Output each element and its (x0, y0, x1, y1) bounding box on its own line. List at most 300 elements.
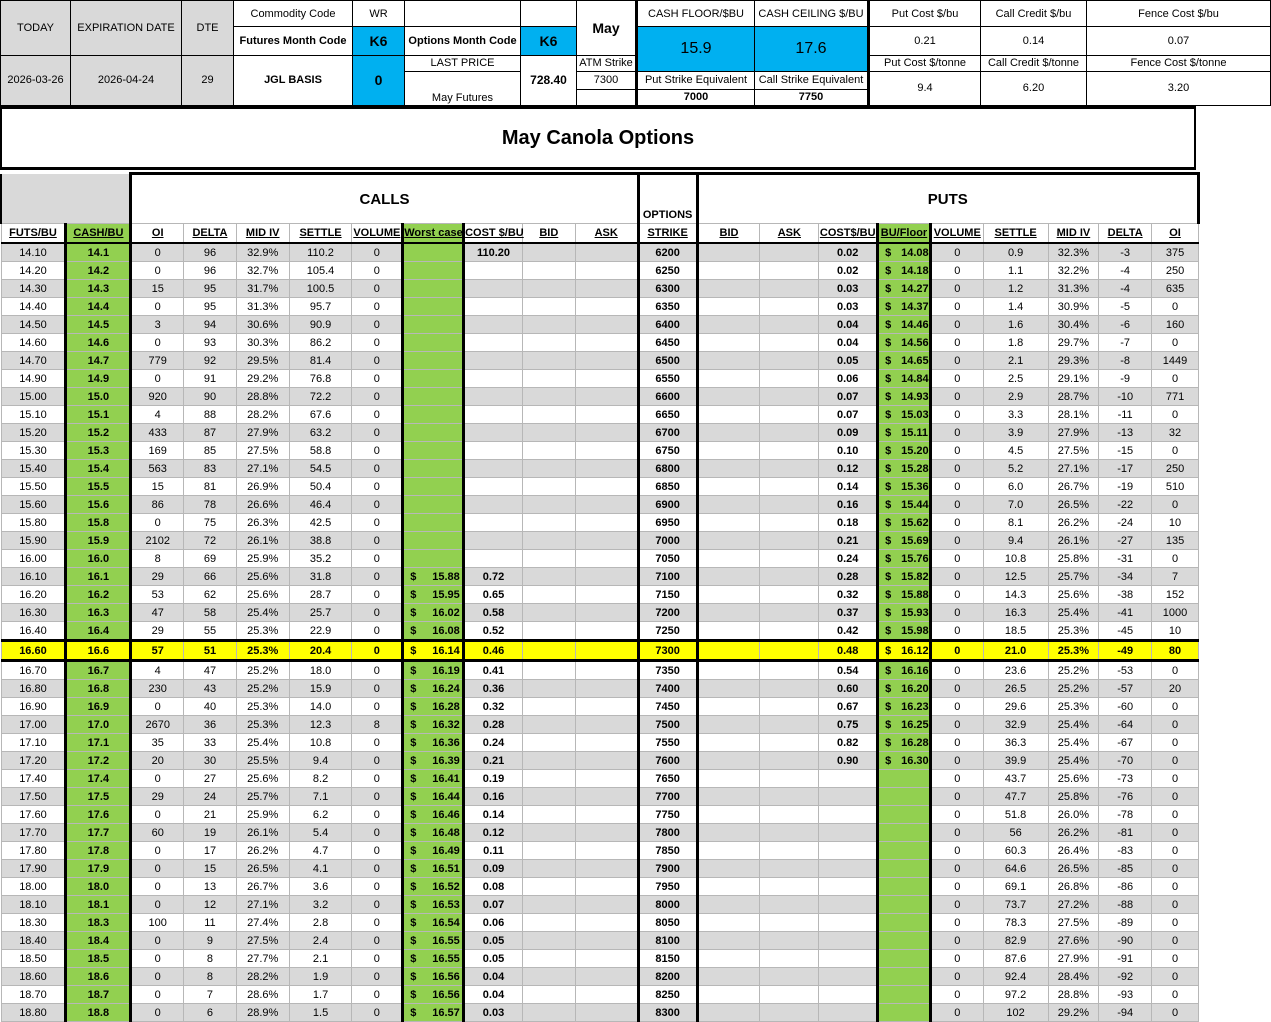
put-oi-cell[interactable]: 0 (1152, 860, 1199, 878)
call-mid-iv-cell[interactable]: 26.7% (236, 878, 289, 896)
cash-cell[interactable]: 14.1 (66, 243, 131, 262)
futs-cell[interactable]: 15.00 (1, 388, 66, 406)
strike-cell[interactable]: 7650 (638, 770, 697, 788)
call-oi-cell[interactable]: 4 (131, 406, 184, 424)
worst-case-cell[interactable] (403, 968, 464, 986)
put-oi-cell[interactable]: 250 (1152, 262, 1199, 280)
put-bid-cell[interactable] (697, 424, 760, 442)
bu-floor-cell[interactable] (878, 334, 931, 352)
call-oi-cell[interactable]: 0 (131, 770, 184, 788)
put-mid-iv-cell[interactable]: 28.8% (1048, 986, 1099, 1004)
call-mid-iv-cell[interactable]: 28.2% (236, 406, 289, 424)
put-cost-cell[interactable]: 0.07 (819, 388, 878, 406)
call-volume-cell[interactable]: 0 (352, 406, 403, 424)
col-put-mid-iv[interactable]: MID IV (1048, 224, 1099, 244)
call-settle-cell[interactable]: 22.9 (289, 622, 352, 641)
put-settle-cell[interactable]: 92.4 (983, 968, 1048, 986)
call-mid-iv-cell[interactable]: 27.7% (236, 950, 289, 968)
put-volume-cell[interactable]: 0 (930, 932, 983, 950)
call-delta-cell[interactable]: 91 (184, 370, 237, 388)
put-mid-iv-cell[interactable]: 26.8% (1048, 878, 1099, 896)
put-volume-cell[interactable]: 0 (930, 243, 983, 262)
col-call-cost[interactable]: COST $/BU (464, 224, 523, 244)
worst-case-cell[interactable] (403, 734, 464, 752)
put-oi-cell[interactable]: 0 (1152, 661, 1199, 680)
call-cost-cell[interactable]: 0.05 (464, 950, 523, 968)
put-delta-cell[interactable]: -13 (1099, 424, 1152, 442)
call-cost-cell[interactable] (464, 370, 523, 388)
futs-cell[interactable]: 16.20 (1, 586, 66, 604)
put-cost-cell[interactable] (819, 1004, 878, 1022)
futs-cell[interactable]: 18.80 (1, 1004, 66, 1022)
call-ask-cell[interactable] (575, 1004, 638, 1022)
put-oi-cell[interactable]: 0 (1152, 986, 1199, 1004)
call-bid-cell[interactable] (522, 586, 575, 604)
bu-floor-cell[interactable] (878, 788, 931, 806)
call-bid-cell[interactable] (522, 604, 575, 622)
call-cost-cell[interactable]: 0.36 (464, 680, 523, 698)
futs-cell[interactable]: 15.90 (1, 532, 66, 550)
call-volume-cell[interactable]: 0 (352, 878, 403, 896)
call-cost-cell[interactable]: 0.72 (464, 568, 523, 586)
worst-case-cell[interactable] (403, 842, 464, 860)
put-cost-cell[interactable]: 0.09 (819, 424, 878, 442)
put-ask-cell[interactable] (760, 568, 819, 586)
put-oi-cell[interactable]: 0 (1152, 950, 1199, 968)
call-settle-cell[interactable]: 18.0 (289, 661, 352, 680)
bu-floor-cell[interactable] (878, 370, 931, 388)
call-delta-cell[interactable]: 43 (184, 680, 237, 698)
call-ask-cell[interactable] (575, 716, 638, 734)
call-bid-cell[interactable] (522, 788, 575, 806)
put-ask-cell[interactable] (760, 352, 819, 370)
put-cost-cell[interactable]: 0.04 (819, 334, 878, 352)
put-mid-iv-cell[interactable]: 25.4% (1048, 734, 1099, 752)
call-settle-cell[interactable]: 14.0 (289, 698, 352, 716)
put-mid-iv-cell[interactable]: 26.7% (1048, 478, 1099, 496)
call-settle-cell[interactable]: 95.7 (289, 298, 352, 316)
call-mid-iv-cell[interactable]: 25.9% (236, 550, 289, 568)
call-delta-cell[interactable]: 51 (184, 641, 237, 661)
put-cost-cell[interactable] (819, 842, 878, 860)
call-bid-cell[interactable] (522, 388, 575, 406)
put-mid-iv-cell[interactable]: 25.4% (1048, 752, 1099, 770)
strike-cell[interactable]: 6200 (638, 243, 697, 262)
put-volume-cell[interactable]: 0 (930, 352, 983, 370)
put-bid-cell[interactable] (697, 842, 760, 860)
call-delta-cell[interactable]: 95 (184, 298, 237, 316)
call-cost-cell[interactable] (464, 388, 523, 406)
call-delta-cell[interactable]: 72 (184, 532, 237, 550)
bu-floor-cell[interactable] (878, 968, 931, 986)
futs-cell[interactable]: 16.90 (1, 698, 66, 716)
cash-cell[interactable]: 16.8 (66, 680, 131, 698)
strike-cell[interactable]: 8250 (638, 986, 697, 1004)
put-oi-cell[interactable]: 0 (1152, 550, 1199, 568)
call-oi-cell[interactable]: 35 (131, 734, 184, 752)
put-bid-cell[interactable] (697, 622, 760, 641)
put-ask-cell[interactable] (760, 370, 819, 388)
bu-floor-cell[interactable] (878, 986, 931, 1004)
strike-cell[interactable]: 7100 (638, 568, 697, 586)
futs-cell[interactable]: 14.20 (1, 262, 66, 280)
put-ask-cell[interactable] (760, 262, 819, 280)
call-oi-cell[interactable]: 53 (131, 586, 184, 604)
call-ask-cell[interactable] (575, 442, 638, 460)
call-delta-cell[interactable]: 30 (184, 752, 237, 770)
put-volume-cell[interactable]: 0 (930, 716, 983, 734)
put-mid-iv-cell[interactable]: 29.3% (1048, 352, 1099, 370)
call-volume-cell[interactable]: 0 (352, 334, 403, 352)
put-delta-cell[interactable]: -90 (1099, 932, 1152, 950)
call-mid-iv-cell[interactable]: 25.2% (236, 680, 289, 698)
call-volume-cell[interactable]: 0 (352, 460, 403, 478)
call-settle-cell[interactable]: 67.6 (289, 406, 352, 424)
put-bid-cell[interactable] (697, 788, 760, 806)
put-settle-cell[interactable]: 1.2 (983, 280, 1048, 298)
put-cost-cell[interactable]: 0.21 (819, 532, 878, 550)
futs-cell[interactable]: 14.30 (1, 280, 66, 298)
call-delta-cell[interactable]: 92 (184, 352, 237, 370)
call-bid-cell[interactable] (522, 878, 575, 896)
put-ask-cell[interactable] (760, 532, 819, 550)
put-delta-cell[interactable]: -3 (1099, 243, 1152, 262)
bu-floor-cell[interactable] (878, 752, 931, 770)
strike-cell[interactable]: 6900 (638, 496, 697, 514)
col-call-ask[interactable]: ASK (575, 224, 638, 244)
put-cost-cell[interactable]: 0.32 (819, 586, 878, 604)
strike-cell[interactable]: 6400 (638, 316, 697, 334)
put-oi-cell[interactable]: 0 (1152, 770, 1199, 788)
put-settle-cell[interactable]: 56 (983, 824, 1048, 842)
put-cost-cell[interactable]: 0.07 (819, 406, 878, 424)
call-oi-cell[interactable]: 0 (131, 878, 184, 896)
put-oi-cell[interactable]: 152 (1152, 586, 1199, 604)
call-oi-cell[interactable]: 0 (131, 896, 184, 914)
put-volume-cell[interactable]: 0 (930, 622, 983, 641)
call-mid-iv-cell[interactable]: 28.9% (236, 1004, 289, 1022)
put-mid-iv-cell[interactable]: 25.3% (1048, 622, 1099, 641)
put-volume-cell[interactable]: 0 (930, 370, 983, 388)
cash-cell[interactable]: 14.4 (66, 298, 131, 316)
call-cost-cell[interactable]: 0.04 (464, 986, 523, 1004)
put-oi-cell[interactable]: 0 (1152, 842, 1199, 860)
put-volume-cell[interactable]: 0 (930, 586, 983, 604)
put-oi-cell[interactable]: 0 (1152, 752, 1199, 770)
call-oi-cell[interactable]: 29 (131, 568, 184, 586)
put-volume-cell[interactable]: 0 (930, 568, 983, 586)
put-bid-cell[interactable] (697, 243, 760, 262)
put-delta-cell[interactable]: -49 (1099, 641, 1152, 661)
put-volume-cell[interactable]: 0 (930, 896, 983, 914)
put-settle-cell[interactable]: 18.5 (983, 622, 1048, 641)
worst-case-cell[interactable] (403, 316, 464, 334)
put-ask-cell[interactable] (760, 1004, 819, 1022)
call-volume-cell[interactable]: 0 (352, 950, 403, 968)
call-mid-iv-cell[interactable]: 27.4% (236, 914, 289, 932)
cash-cell[interactable]: 17.1 (66, 734, 131, 752)
call-bid-cell[interactable] (522, 914, 575, 932)
cash-cell[interactable]: 17.2 (66, 752, 131, 770)
bu-floor-cell[interactable] (878, 734, 931, 752)
call-mid-iv-cell[interactable]: 30.6% (236, 316, 289, 334)
call-settle-cell[interactable]: 35.2 (289, 550, 352, 568)
put-bid-cell[interactable] (697, 950, 760, 968)
strike-cell[interactable]: 7800 (638, 824, 697, 842)
call-delta-cell[interactable]: 40 (184, 698, 237, 716)
call-oi-cell[interactable]: 0 (131, 806, 184, 824)
put-delta-cell[interactable]: -4 (1099, 262, 1152, 280)
call-delta-cell[interactable]: 94 (184, 316, 237, 334)
put-mid-iv-cell[interactable]: 25.4% (1048, 716, 1099, 734)
call-settle-cell[interactable]: 105.4 (289, 262, 352, 280)
put-cost-cell[interactable] (819, 986, 878, 1004)
call-bid-cell[interactable] (522, 734, 575, 752)
futs-cell[interactable]: 18.50 (1, 950, 66, 968)
call-cost-cell[interactable] (464, 478, 523, 496)
put-delta-cell[interactable]: -60 (1099, 698, 1152, 716)
col-put-oi[interactable]: OI (1152, 224, 1199, 244)
put-ask-cell[interactable] (760, 734, 819, 752)
put-settle-cell[interactable]: 1.1 (983, 262, 1048, 280)
put-ask-cell[interactable] (760, 424, 819, 442)
call-cost-cell[interactable] (464, 334, 523, 352)
put-oi-cell[interactable]: 0 (1152, 734, 1199, 752)
put-bid-cell[interactable] (697, 478, 760, 496)
call-settle-cell[interactable]: 1.7 (289, 986, 352, 1004)
futs-cell[interactable]: 15.80 (1, 514, 66, 532)
cash-cell[interactable]: 15.9 (66, 532, 131, 550)
call-oi-cell[interactable]: 0 (131, 950, 184, 968)
put-oi-cell[interactable]: 771 (1152, 388, 1199, 406)
put-cost-cell[interactable] (819, 932, 878, 950)
strike-cell[interactable]: 7750 (638, 806, 697, 824)
put-cost-cell[interactable] (819, 770, 878, 788)
call-bid-cell[interactable] (522, 424, 575, 442)
call-volume-cell[interactable]: 0 (352, 550, 403, 568)
call-mid-iv-cell[interactable]: 26.2% (236, 842, 289, 860)
put-settle-cell[interactable]: 2.9 (983, 388, 1048, 406)
put-volume-cell[interactable]: 0 (930, 298, 983, 316)
put-delta-cell[interactable]: -27 (1099, 532, 1152, 550)
call-volume-cell[interactable]: 0 (352, 424, 403, 442)
worst-case-cell[interactable] (403, 680, 464, 698)
call-mid-iv-cell[interactable]: 32.9% (236, 243, 289, 262)
put-delta-cell[interactable]: -91 (1099, 950, 1152, 968)
call-settle-cell[interactable]: 100.5 (289, 280, 352, 298)
cash-cell[interactable]: 16.4 (66, 622, 131, 641)
bu-floor-cell[interactable] (878, 770, 931, 788)
bu-floor-cell[interactable] (878, 352, 931, 370)
call-volume-cell[interactable]: 0 (352, 806, 403, 824)
call-delta-cell[interactable]: 55 (184, 622, 237, 641)
put-settle-cell[interactable]: 39.9 (983, 752, 1048, 770)
call-oi-cell[interactable]: 86 (131, 496, 184, 514)
futs-cell[interactable]: 15.60 (1, 496, 66, 514)
call-delta-cell[interactable]: 96 (184, 243, 237, 262)
call-delta-cell[interactable]: 19 (184, 824, 237, 842)
put-settle-cell[interactable]: 6.0 (983, 478, 1048, 496)
call-volume-cell[interactable]: 0 (352, 1004, 403, 1022)
put-oi-cell[interactable]: 0 (1152, 334, 1199, 352)
put-volume-cell[interactable]: 0 (930, 860, 983, 878)
call-settle-cell[interactable]: 4.1 (289, 860, 352, 878)
call-mid-iv-cell[interactable]: 25.3% (236, 641, 289, 661)
strike-cell[interactable]: 7050 (638, 550, 697, 568)
col-call-mid-iv[interactable]: MID IV (236, 224, 289, 244)
put-ask-cell[interactable] (760, 950, 819, 968)
put-bid-cell[interactable] (697, 514, 760, 532)
put-volume-cell[interactable]: 0 (930, 770, 983, 788)
call-ask-cell[interactable] (575, 860, 638, 878)
call-oi-cell[interactable]: 0 (131, 298, 184, 316)
call-cost-cell[interactable]: 0.05 (464, 932, 523, 950)
put-settle-cell[interactable]: 7.0 (983, 496, 1048, 514)
call-ask-cell[interactable] (575, 622, 638, 641)
put-settle-cell[interactable]: 51.8 (983, 806, 1048, 824)
put-volume-cell[interactable]: 0 (930, 406, 983, 424)
call-cost-cell[interactable]: 0.04 (464, 968, 523, 986)
put-mid-iv-cell[interactable]: 32.2% (1048, 262, 1099, 280)
put-bid-cell[interactable] (697, 550, 760, 568)
put-mid-iv-cell[interactable]: 30.4% (1048, 316, 1099, 334)
col-put-bid[interactable]: BID (697, 224, 760, 244)
call-oi-cell[interactable]: 2670 (131, 716, 184, 734)
strike-cell[interactable]: 6800 (638, 460, 697, 478)
call-cost-cell[interactable]: 0.06 (464, 914, 523, 932)
put-bid-cell[interactable] (697, 661, 760, 680)
call-mid-iv-cell[interactable]: 32.7% (236, 262, 289, 280)
bu-floor-cell[interactable] (878, 698, 931, 716)
call-settle-cell[interactable]: 81.4 (289, 352, 352, 370)
call-bid-cell[interactable] (522, 770, 575, 788)
put-mid-iv-cell[interactable]: 27.5% (1048, 914, 1099, 932)
bu-floor-cell[interactable] (878, 661, 931, 680)
put-cost-cell[interactable]: 0.03 (819, 280, 878, 298)
put-ask-cell[interactable] (760, 586, 819, 604)
put-mid-iv-cell[interactable]: 29.1% (1048, 370, 1099, 388)
call-volume-cell[interactable]: 0 (352, 770, 403, 788)
call-mid-iv-cell[interactable]: 25.6% (236, 568, 289, 586)
put-cost-cell[interactable]: 0.06 (819, 370, 878, 388)
put-cost-cell[interactable] (819, 860, 878, 878)
put-mid-iv-cell[interactable]: 26.5% (1048, 496, 1099, 514)
strike-cell[interactable]: 7950 (638, 878, 697, 896)
call-oi-cell[interactable]: 29 (131, 788, 184, 806)
call-bid-cell[interactable] (522, 550, 575, 568)
put-bid-cell[interactable] (697, 406, 760, 424)
put-ask-cell[interactable] (760, 716, 819, 734)
put-cost-cell[interactable]: 0.10 (819, 442, 878, 460)
worst-case-cell[interactable] (403, 352, 464, 370)
put-oi-cell[interactable]: 32 (1152, 424, 1199, 442)
futs-cell[interactable]: 16.30 (1, 604, 66, 622)
put-volume-cell[interactable]: 0 (930, 842, 983, 860)
put-mid-iv-cell[interactable]: 27.5% (1048, 442, 1099, 460)
call-settle-cell[interactable]: 2.4 (289, 932, 352, 950)
put-bid-cell[interactable] (697, 370, 760, 388)
cash-cell[interactable]: 14.5 (66, 316, 131, 334)
call-mid-iv-cell[interactable]: 27.5% (236, 442, 289, 460)
call-ask-cell[interactable] (575, 243, 638, 262)
call-volume-cell[interactable]: 0 (352, 734, 403, 752)
put-settle-cell[interactable]: 12.5 (983, 568, 1048, 586)
call-cost-cell[interactable] (464, 460, 523, 478)
put-mid-iv-cell[interactable]: 25.6% (1048, 770, 1099, 788)
call-settle-cell[interactable]: 28.7 (289, 586, 352, 604)
call-volume-cell[interactable]: 8 (352, 716, 403, 734)
put-bid-cell[interactable] (697, 298, 760, 316)
strike-cell[interactable]: 6750 (638, 442, 697, 460)
put-settle-cell[interactable]: 14.3 (983, 586, 1048, 604)
put-bid-cell[interactable] (697, 334, 760, 352)
cash-cell[interactable]: 16.6 (66, 641, 131, 661)
put-volume-cell[interactable]: 0 (930, 514, 983, 532)
strike-cell[interactable]: 6300 (638, 280, 697, 298)
col-put-delta[interactable]: DELTA (1099, 224, 1152, 244)
futs-cell[interactable]: 14.40 (1, 298, 66, 316)
strike-cell[interactable]: 7300 (638, 641, 697, 661)
strike-cell[interactable]: 6500 (638, 352, 697, 370)
cash-cell[interactable]: 16.0 (66, 550, 131, 568)
call-settle-cell[interactable]: 42.5 (289, 514, 352, 532)
worst-case-cell[interactable] (403, 460, 464, 478)
futs-cell[interactable]: 18.00 (1, 878, 66, 896)
call-volume-cell[interactable]: 0 (352, 968, 403, 986)
call-cost-cell[interactable]: 0.52 (464, 622, 523, 641)
put-volume-cell[interactable]: 0 (930, 788, 983, 806)
put-delta-cell[interactable]: -76 (1099, 788, 1152, 806)
put-cost-cell[interactable] (819, 950, 878, 968)
put-oi-cell[interactable]: 510 (1152, 478, 1199, 496)
call-bid-cell[interactable] (522, 716, 575, 734)
strike-cell[interactable]: 8000 (638, 896, 697, 914)
worst-case-cell[interactable] (403, 986, 464, 1004)
put-settle-cell[interactable]: 69.1 (983, 878, 1048, 896)
call-ask-cell[interactable] (575, 842, 638, 860)
call-bid-cell[interactable] (522, 298, 575, 316)
call-ask-cell[interactable] (575, 950, 638, 968)
put-oi-cell[interactable]: 135 (1152, 532, 1199, 550)
call-ask-cell[interactable] (575, 788, 638, 806)
put-mid-iv-cell[interactable]: 27.6% (1048, 932, 1099, 950)
bu-floor-cell[interactable] (878, 280, 931, 298)
worst-case-cell[interactable] (403, 806, 464, 824)
worst-case-cell[interactable] (403, 478, 464, 496)
futs-cell[interactable]: 17.60 (1, 806, 66, 824)
put-ask-cell[interactable] (760, 243, 819, 262)
put-settle-cell[interactable]: 43.7 (983, 770, 1048, 788)
put-mid-iv-cell[interactable]: 25.6% (1048, 586, 1099, 604)
put-settle-cell[interactable]: 97.2 (983, 986, 1048, 1004)
put-ask-cell[interactable] (760, 496, 819, 514)
put-ask-cell[interactable] (760, 442, 819, 460)
call-ask-cell[interactable] (575, 752, 638, 770)
call-cost-cell[interactable] (464, 496, 523, 514)
strike-cell[interactable]: 7700 (638, 788, 697, 806)
put-settle-cell[interactable]: 5.2 (983, 460, 1048, 478)
put-delta-cell[interactable]: -83 (1099, 842, 1152, 860)
call-ask-cell[interactable] (575, 532, 638, 550)
put-cost-cell[interactable]: 0.05 (819, 352, 878, 370)
call-ask-cell[interactable] (575, 680, 638, 698)
put-volume-cell[interactable]: 0 (930, 950, 983, 968)
put-delta-cell[interactable]: -4 (1099, 280, 1152, 298)
put-volume-cell[interactable]: 0 (930, 1004, 983, 1022)
put-settle-cell[interactable]: 29.6 (983, 698, 1048, 716)
put-cost-cell[interactable]: 0.42 (819, 622, 878, 641)
put-ask-cell[interactable] (760, 824, 819, 842)
